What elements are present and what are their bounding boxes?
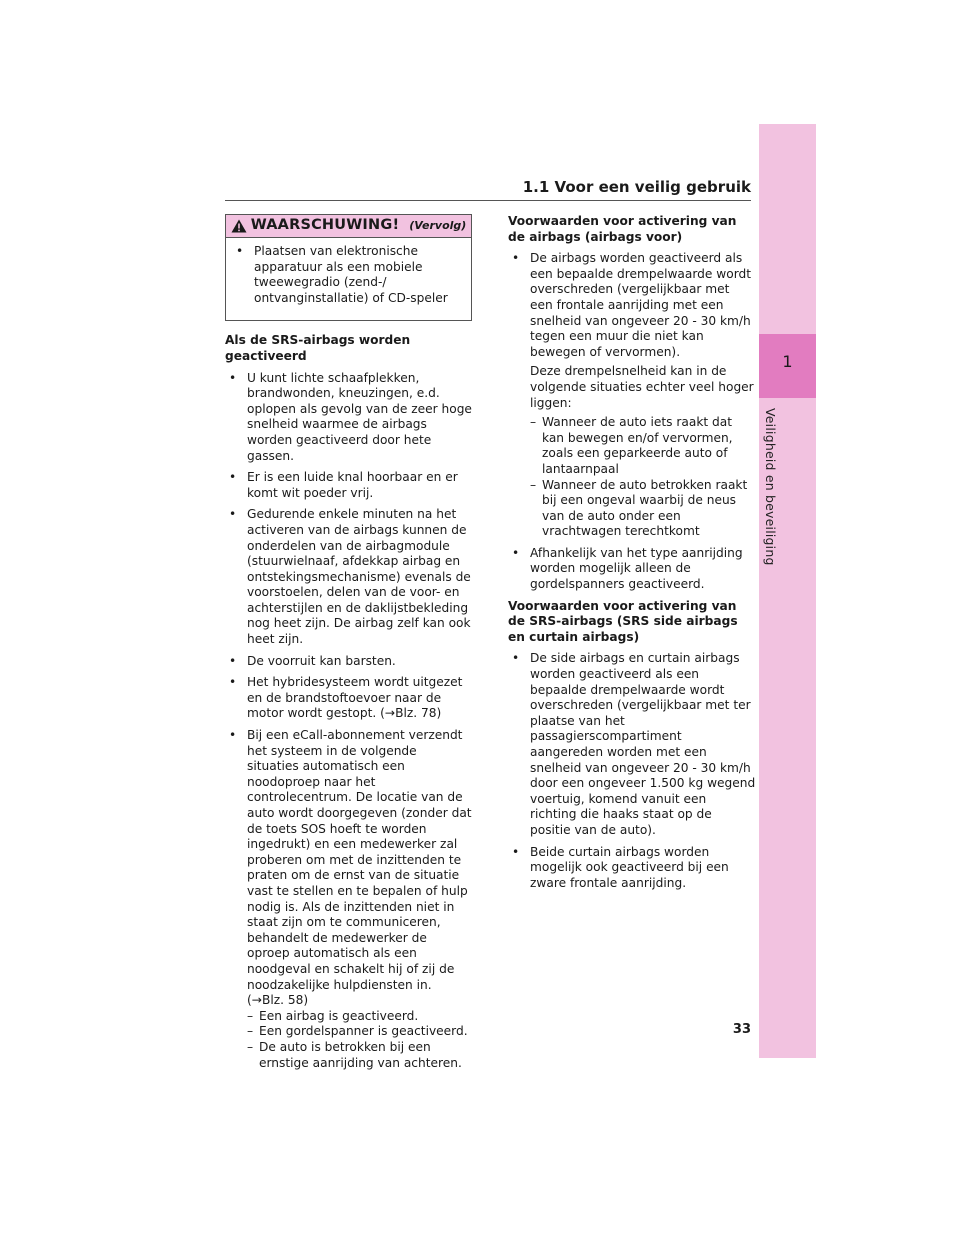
sub-list-item: – Wanneer de auto betrokken raakt bij een ongeval waarbij de neus van de auto onder een vrachtwagen terechtkomt xyxy=(512,478,756,540)
section-title-side-airbags: Voorwaarden voor activering van de SRS-airbags (SRS side airbags en curtain airbags) xyxy=(508,598,738,644)
chapter-number: 1 xyxy=(782,352,793,371)
section-title-activation: Als de SRS-airbags worden geactiveerd xyxy=(225,333,411,363)
chapter-side-tab xyxy=(759,124,816,1058)
sub-list-item: – De auto is betrokken bij een ernstige aanrijding van achteren. xyxy=(229,1040,472,1071)
header-divider xyxy=(225,200,751,201)
list-item: • Afhankelijk van het type aanrijding worden mogelijk alleen de gordelspanners geactiveerd. xyxy=(512,546,756,593)
list-item: • De side airbags en curtain airbags worden geactiveerd als een bepaalde drempelwaarde wordt overschreden (vergelijkbaar met ter plaatse van het passagierscompartiment aangereden worden met een snelheid van ongeveer 20 - 30 km/h door een ongeveer 1.500 kg wegend voertuig, komend vanuit een richting die haaks staat op de positie van de auto). xyxy=(512,651,756,838)
list-item: • U kunt lichte schaafplekken, brandwonden, kneuzingen, e.d. oplopen als gevolg van de zeer hoge snelheid waarmee de airbags worden geactiveerd door hete gassen. xyxy=(229,371,472,465)
sub-list-item: – Wanneer de auto iets raakt dat kan bewegen en/of vervormen, zoals een geparkeerde auto of lantaarnpaal xyxy=(512,415,756,477)
warning-header xyxy=(226,215,471,238)
left-column xyxy=(225,214,472,1077)
warning-triangle-icon xyxy=(231,219,247,233)
warning-continued: (Vervolg) xyxy=(409,219,467,233)
sub-list-item: – Een airbag is geactiveerd. xyxy=(229,1009,472,1025)
list-item: • Er is een luide knal hoorbaar en er komt wit poeder vrij. xyxy=(229,470,472,501)
section-header: 1.1 Voor een veilig gebruik xyxy=(522,178,751,196)
section-title-front-airbags: Voorwaarden voor activering van de airbags (airbags voor) xyxy=(508,214,737,244)
right-column xyxy=(508,214,756,897)
list-item-continuation: Deze drempelsnelheid kan in de volgende situaties echter veel hoger liggen: xyxy=(530,364,754,410)
list-item: • Het hybridesysteem wordt uitgezet en de brandstoftoevoer naar de motor wordt gestopt. (→Blz. 78) xyxy=(229,675,472,722)
sub-list-item: – Een gordelspanner is geactiveerd. xyxy=(229,1024,472,1040)
warning-body xyxy=(226,238,471,320)
warning-title: WAARSCHUWING! xyxy=(250,217,400,234)
list-item: • De airbags worden geactiveerd als een bepaalde drempelwaarde wordt overschreden (vergelijkbaar met een frontale aanrijding met een snelheid van ongeveer 20 - 30 km/h tegen een muur die niet kan bewegen of vervormen). xyxy=(512,251,756,360)
list-item: • De voorruit kan barsten. xyxy=(229,654,472,670)
warning-box xyxy=(225,214,472,321)
chapter-title: Veiligheid en beveiliging xyxy=(763,408,778,566)
warning-item: • Plaatsen van elektronische apparatuur als een mobiele tweewegradio (zend-/ ontvanginstallatie) of CD-speler xyxy=(236,244,465,306)
list-item: • Beide curtain airbags worden mogelijk ook geactiveerd bij een zware frontale aanrijding. xyxy=(512,845,756,892)
list-item: • Bij een eCall-abonnement verzendt het systeem in de volgende situaties automatisch een noodoproep naar het controlecentrum. De locatie van de auto wordt doorgegeven (zonder dat de toets SOS hoeft te worden ingedrukt) en een medewerker zal proberen om met de inzittenden te praten om de ernst van de situatie vast te stellen en te bepalen of hulp nodig is. Als de inzittenden niet in staat zijn om te communiceren, behandelt de medewerker de oproep automatisch als een noodgeval en schakelt hij of zij de noodzakelijke hulpdiensten in. (→Blz. 58) xyxy=(229,728,472,1009)
list-item: • Gedurende enkele minuten na het activeren van de airbags kunnen de onderdelen van de airbagmodule (stuurwielnaaf, afdekkap airbag en ontstekingsmechanisme) evenals de voorstoelen, delen van de voor- en achterstijlen en de daklijstbekleding nog heet zijn. De airbag zelf kan ook heet zijn. xyxy=(229,507,472,647)
page-number: 33 xyxy=(732,1022,751,1037)
